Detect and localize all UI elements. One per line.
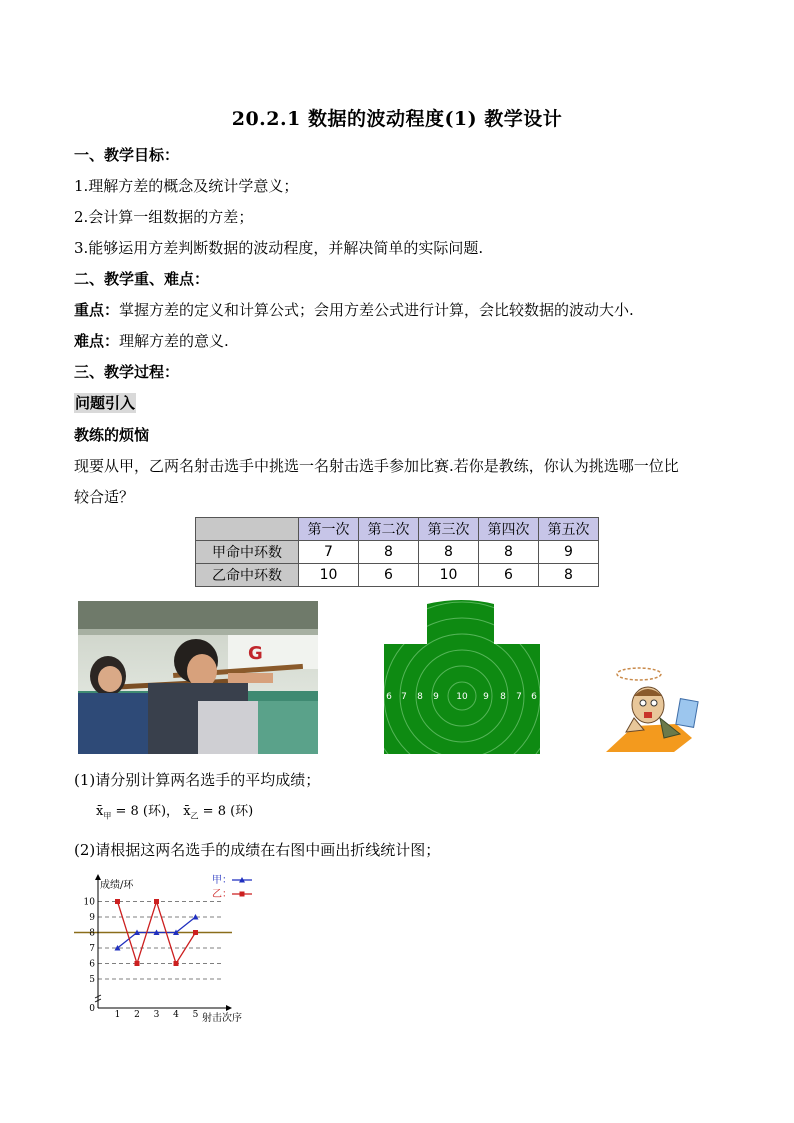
- table-cell: 6: [359, 564, 419, 587]
- target-ring-label: 9: [433, 692, 439, 702]
- data-point: [193, 930, 198, 935]
- target-ring-label: 6: [386, 692, 392, 702]
- table-corner: [196, 518, 299, 541]
- keypoints-heading: 二、教学重、难点：: [74, 270, 210, 288]
- table-col-header: 第二次: [359, 518, 419, 541]
- svg-text:G: G: [248, 643, 263, 664]
- x-axis-arrow: [226, 1005, 232, 1011]
- table-cell: 7: [299, 541, 359, 564]
- y-tick-label: 5: [89, 975, 95, 985]
- key-point: [74, 299, 634, 320]
- data-point: [115, 899, 120, 904]
- page-title: 20.2.1 数据的波动程度(1) 教学设计: [231, 108, 563, 130]
- key-label: 重点：: [74, 301, 120, 319]
- table-cell: 8: [419, 541, 479, 564]
- key-text: 掌握方差的定义和计算公式；会用方差公式进行计算，会比较数据的波动大小.: [119, 301, 634, 319]
- table-col-header: 第三次: [419, 518, 479, 541]
- table-cell: 10: [299, 564, 359, 587]
- x-bar-yi-value: = 8 (环): [198, 804, 254, 819]
- objective-2: 2.会计算一组数据的方差；: [74, 208, 254, 226]
- x-tick-label: 2: [134, 1010, 140, 1020]
- table-cell: 9: [539, 541, 599, 564]
- target-ring-label: 7: [401, 692, 407, 702]
- table-cell: 8: [539, 564, 599, 587]
- y-tick-label: 0: [89, 1004, 95, 1014]
- difficulty-point: [74, 330, 229, 351]
- table-cell: 8: [359, 541, 419, 564]
- worried-coach-cartoon: [604, 660, 704, 755]
- data-point: [154, 899, 159, 904]
- table-col-header: 第五次: [539, 518, 599, 541]
- x-bar-jia-sub: 甲: [103, 811, 112, 821]
- objectives-heading: 一、教学目标：: [74, 146, 180, 164]
- y-tick-label: 9: [89, 913, 95, 923]
- table-row: [196, 564, 599, 587]
- legend-marker: [240, 892, 245, 897]
- line-chart: [70, 868, 260, 1028]
- target-ring-label: 10: [456, 692, 468, 702]
- coach-heading: 教练的烦恼: [74, 426, 150, 444]
- shooting-target: [382, 600, 542, 755]
- legend-label: 乙：: [212, 889, 232, 900]
- difficulty-label: 难点：: [74, 332, 120, 350]
- question-2: (2)请根据这两名选手的成绩在右图中画出折线统计图；: [74, 841, 441, 859]
- legend-label: 甲：: [212, 875, 232, 886]
- table-cell: 6: [479, 564, 539, 587]
- x-bar-jia: x̄: [96, 804, 104, 819]
- scores-table: [195, 517, 599, 587]
- intro-tag-label: 问题引入: [75, 394, 136, 412]
- target-ring-label: 6: [531, 692, 537, 702]
- data-point: [174, 961, 179, 966]
- shooters-photo: [78, 601, 318, 754]
- table-cell: 8: [479, 541, 539, 564]
- data-point: [135, 961, 140, 966]
- table-row: [196, 541, 599, 564]
- y-tick-label: 10: [83, 897, 95, 908]
- table-header-row: [196, 518, 599, 541]
- x-bar-yi-sub: 乙: [190, 811, 199, 821]
- average-answer: [96, 800, 253, 822]
- y-tick-label: 6: [89, 959, 95, 970]
- x-tick-label: 4: [173, 1010, 179, 1020]
- x-tick-label: 3: [153, 1010, 160, 1020]
- y-tick-label: 8: [89, 928, 95, 939]
- x-axis-label: 射击次序: [202, 1013, 242, 1024]
- table-row-header: 乙命中环数: [196, 564, 299, 587]
- table-row-header: 甲命中环数: [196, 541, 299, 564]
- x-bar-jia-value: = 8 (环)，: [111, 804, 180, 819]
- x-tick-label: 5: [192, 1010, 199, 1020]
- table-col-header: 第四次: [479, 518, 539, 541]
- question-line-2: 较合适？: [74, 488, 135, 506]
- target-ring-label: 8: [417, 692, 423, 702]
- question-1: (1)请分别计算两名选手的平均成绩；: [74, 771, 321, 789]
- question-line-1: 现要从甲，乙两名射击选手中挑选一名射击选手参加比赛.若你是教练，你认为挑选哪一位比: [74, 457, 679, 475]
- intro-tag: [74, 392, 136, 413]
- difficulty-text: 理解方差的意义.: [119, 332, 229, 350]
- objective-3: 3.能够运用方差判断数据的波动程度，并解决简单的实际问题.: [74, 239, 484, 257]
- target-ring-label: 9: [483, 692, 489, 702]
- objective-1: 1.理解方差的概念及统计学意义；: [74, 177, 299, 195]
- x-bar-yi: x̄: [183, 804, 191, 819]
- y-axis-label: 成绩/环: [100, 880, 134, 891]
- process-heading: 三、教学过程：: [74, 363, 180, 381]
- table-cell: 10: [419, 564, 479, 587]
- x-tick-label: 1: [114, 1010, 121, 1020]
- table-col-header: 第一次: [299, 518, 359, 541]
- y-tick-label: 7: [89, 944, 95, 954]
- target-ring-label: 7: [516, 692, 522, 702]
- target-ring-label: 8: [500, 692, 506, 702]
